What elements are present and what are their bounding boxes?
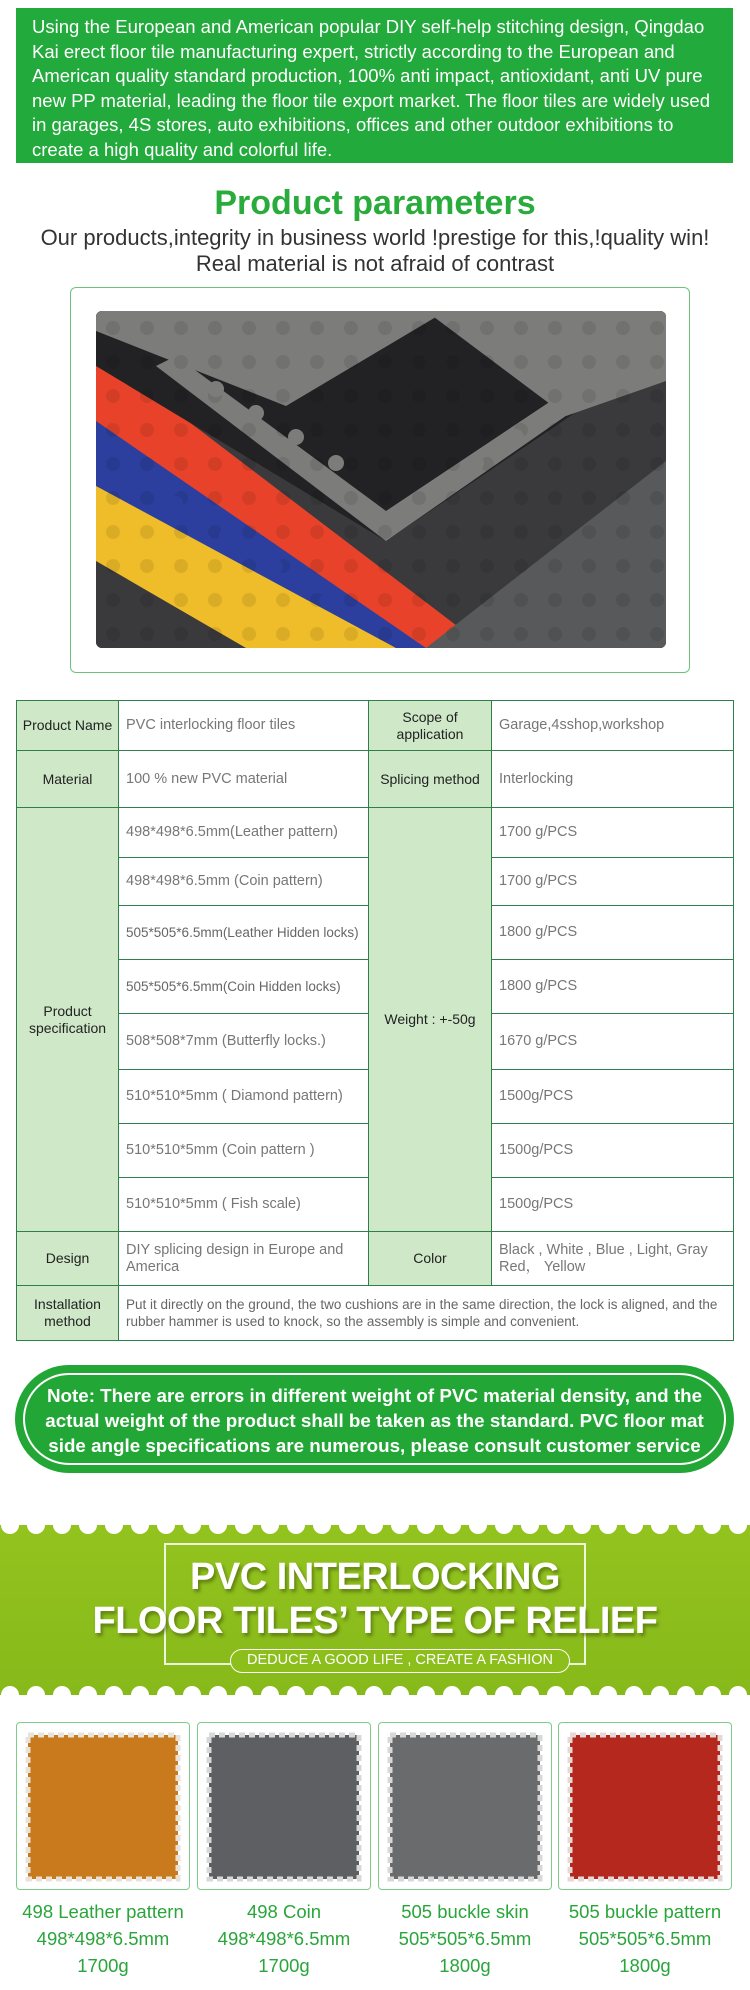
material-value: 100 % new PVC material [119, 751, 369, 808]
tile-card-coin [197, 1722, 371, 1890]
color-value: Black , White , Blue , Light, Gray Red， Yellow [492, 1232, 734, 1286]
tile-name: 505 buckle skin [401, 1901, 529, 1922]
spec-value: 510*510*5mm (Coin pattern ) [119, 1124, 369, 1178]
tile-size: 498*498*6.5mm [217, 1928, 351, 1949]
gray-coin-tile-icon [205, 1731, 363, 1883]
spec-value: 505*505*6.5mm(Leather Hidden locks) [119, 906, 369, 960]
params-title: Product parameters [214, 184, 536, 222]
note-banner [15, 1365, 734, 1473]
tile-name: 498 Coin [246, 1901, 322, 1922]
tile-size: 505*505*6.5mm [398, 1928, 532, 1949]
photo-frame [70, 287, 690, 673]
tile-size: 505*505*6.5mm [578, 1928, 712, 1949]
tile-caption-buckle-skin [375, 1898, 555, 1979]
scope-value: Garage,4sshop,workshop [492, 701, 734, 751]
weight-value: 1700 g/PCS [492, 858, 734, 906]
spec-value: 510*510*5mm ( Diamond pattern) [119, 1070, 369, 1124]
design-label: Design [17, 1232, 119, 1286]
install-value: Put it directly on the ground, the two cushions are in the same direction, the lock is aligned, and the rubber hammer is used to knock, so the assembly is simple and convenient. [119, 1286, 734, 1341]
spec-label: Product specification [17, 808, 119, 1232]
red-tile-icon [566, 1731, 724, 1883]
params-subtitle-2: Real material is not afraid of contrast [195, 251, 555, 276]
banner-tagline: DEDUCE A GOOD LIFE , CREATE A FASHION [230, 1649, 570, 1673]
tile-name: 498 Leather pattern [22, 1901, 184, 1922]
tile-weight: 1800g [439, 1955, 491, 1976]
gray-skin-tile-icon [386, 1731, 544, 1883]
spec-value: 498*498*6.5mm(Leather pattern) [119, 808, 369, 858]
relief-banner [0, 1525, 750, 1695]
tile-card-buckle-pattern [558, 1722, 732, 1890]
product-name-label: Product Name [17, 701, 119, 751]
material-label: Material [17, 751, 119, 808]
table-row [17, 701, 734, 751]
product-name-value: PVC interlocking floor tiles [119, 701, 369, 751]
color-label: Color [369, 1232, 492, 1286]
tile-card-buckle-skin [378, 1722, 552, 1890]
intro-block [16, 8, 733, 163]
tiles-photo-illustration [96, 311, 666, 648]
table-row [17, 808, 734, 858]
spec-table [16, 700, 734, 1341]
weight-value: 1800 g/PCS [492, 906, 734, 960]
tile-weight: 1800g [619, 1955, 671, 1976]
weight-value: 1700 g/PCS [492, 808, 734, 858]
tile-caption-leather [13, 1898, 193, 1979]
tile-caption-coin [194, 1898, 374, 1979]
tile-name: 505 buckle pattern [568, 1901, 722, 1922]
splicing-label: Splicing method [369, 751, 492, 808]
weight-label: Weight : +-50g [369, 808, 492, 1232]
tile-weight: 1700g [258, 1955, 310, 1976]
weight-value: 1670 g/PCS [492, 1014, 734, 1070]
intro-text: Using the European and American popular DIY self-help stitching design, Qingdao Kai erect floor tile manufacturing expert, strictly according to the European and American quality standard production, 100% anti impact, antioxidant, anti UV pure new PP material, leading the floor tile export market. The floor tiles are widely used in garages, 4S stores, auto exhibitions, offices and other outdoor exhibitions to create a high quality and colorful life. [32, 16, 710, 160]
params-subtitle-1: Our products,integrity in business world !prestige for this,!quality win! [40, 225, 710, 250]
table-row [17, 1286, 734, 1341]
spec-value: 505*505*6.5mm(Coin Hidden locks) [119, 960, 369, 1014]
weight-value: 1800 g/PCS [492, 960, 734, 1014]
weight-value: 1500g/PCS [492, 1178, 734, 1232]
spec-value: 508*508*7mm (Butterfly locks.) [119, 1014, 369, 1070]
scope-label: Scope of application [369, 701, 492, 751]
weight-value: 1500g/PCS [492, 1124, 734, 1178]
weight-value: 1500g/PCS [492, 1070, 734, 1124]
tile-caption-buckle-pattern [555, 1898, 735, 1979]
tile-size: 498*498*6.5mm [36, 1928, 170, 1949]
interlocking-floor-tiles-photo [96, 311, 666, 648]
orange-tile-icon [24, 1731, 182, 1883]
spec-value: 510*510*5mm ( Fish scale) [119, 1178, 369, 1232]
design-value: DIY splicing design in Europe and America [119, 1232, 369, 1286]
table-row [17, 1232, 734, 1286]
note-text: Note: There are errors in different weight of PVC material density, and the actual weight of the product shall be taken as the standard. PVC floor mat side angle specifications are numerous, please consult customer service [23, 1373, 726, 1465]
install-label: Installation method [17, 1286, 119, 1341]
spec-value: 498*498*6.5mm (Coin pattern) [119, 858, 369, 906]
splicing-value: Interlocking [492, 751, 734, 808]
banner-title-line-2: FLOOR TILES’ TYPE OF RELIEF [92, 1600, 658, 1642]
tile-weight: 1700g [77, 1955, 129, 1976]
table-row [17, 751, 734, 808]
banner-title-line-1: PVC INTERLOCKING [190, 1556, 560, 1598]
tile-card-leather [16, 1722, 190, 1890]
